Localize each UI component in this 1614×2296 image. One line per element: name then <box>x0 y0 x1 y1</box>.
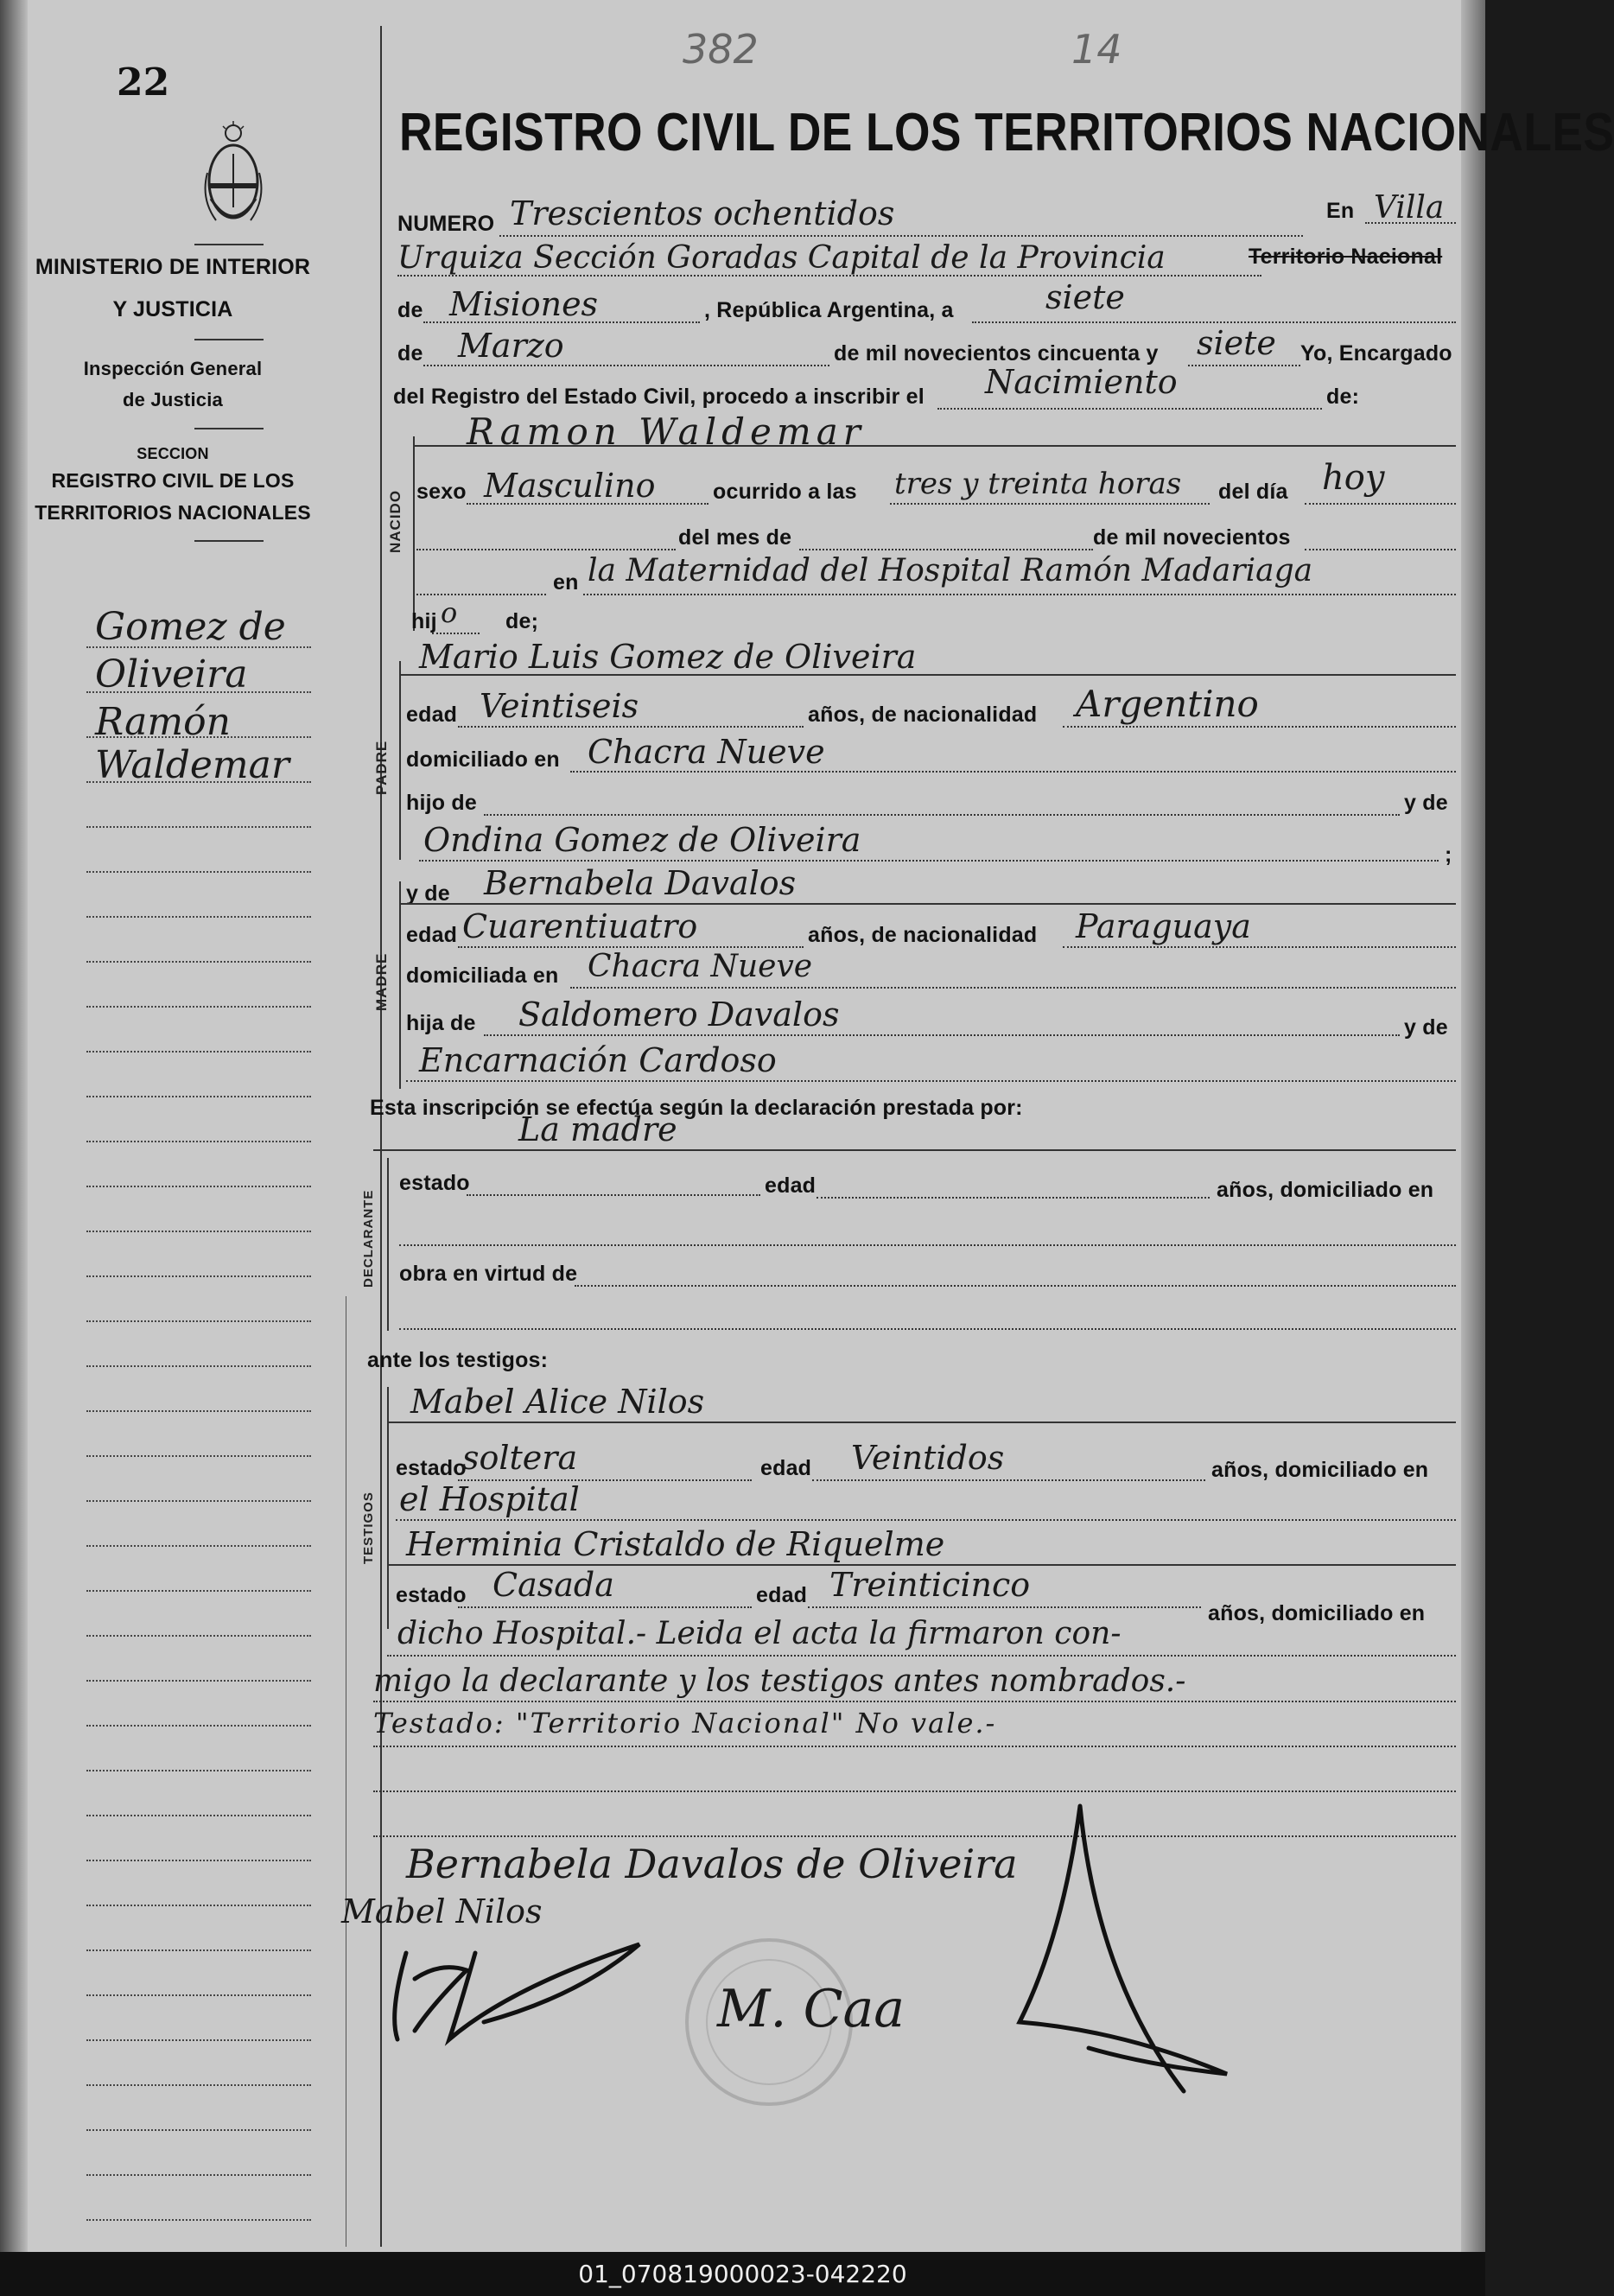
pencil-number: 382 <box>683 26 759 73</box>
padre-domicilio-line <box>570 771 1456 773</box>
margin-name-line1: Gomez de <box>95 605 286 649</box>
padre-mother-value: Ondina Gomez de Oliveira <box>423 821 861 859</box>
madre-edad-line <box>458 946 804 948</box>
numero-label: NUMERO <box>397 212 495 236</box>
margin-rule <box>86 736 311 738</box>
signature-testigo1: Mabel Nilos <box>341 1892 543 1930</box>
republica-label: , República Argentina, a <box>704 298 954 322</box>
margin-rule <box>86 1275 311 1277</box>
margin-name-line2: Oliveira <box>95 652 248 696</box>
padre-y-de-label: y de <box>1404 791 1448 815</box>
padre-edad-value: Veintiseis <box>480 687 639 725</box>
act-line <box>937 408 1322 410</box>
mes-line-pre <box>416 549 676 550</box>
year2-line <box>1305 549 1456 550</box>
padre-section-label: PADRE <box>373 740 390 795</box>
padre-domicilio-value: Chacra Nueve <box>588 733 825 771</box>
madre-nacionalidad-line <box>1063 946 1456 948</box>
declarante-bracket <box>387 1158 389 1331</box>
padre-nacionalidad-value: Argentino <box>1076 683 1259 725</box>
testigo2-name: Herminia Cristaldo de Riquelme <box>406 1525 945 1563</box>
de-label: de <box>397 298 423 322</box>
madre-mother-line <box>406 1080 1456 1082</box>
inspeccion-line1: Inspección General <box>83 358 263 379</box>
territorio-label: Territorio Nacional <box>1249 245 1443 269</box>
testigo1-name-line <box>387 1421 1456 1423</box>
testigo1-domicilio-line <box>396 1519 1456 1521</box>
margin-rule <box>86 1905 311 1906</box>
margin-rule <box>86 1815 311 1816</box>
closing-line1 <box>387 1655 1456 1657</box>
padre-edad-line <box>458 726 804 728</box>
signature-testigo2-icon <box>380 1927 674 2061</box>
year-value: siete <box>1197 324 1276 362</box>
margin-rule <box>86 1186 311 1187</box>
hijo-de-label: hijo de <box>406 791 477 815</box>
testigo2-estado-line <box>458 1606 752 1608</box>
nacido-de-label: de; <box>505 609 539 633</box>
declarante-edad-label: edad <box>765 1173 817 1198</box>
divider <box>194 339 264 340</box>
margin-rule <box>86 2084 311 2086</box>
document-title: REGISTRO CIVIL DE LOS TERRITORIOS NACIONALES <box>399 103 1614 162</box>
testigo2-edad-label: edad <box>756 1583 808 1607</box>
margin-rule <box>86 1725 311 1727</box>
margin-rule <box>86 1410 311 1412</box>
testigo2-domicilio-label: años, domiciliado en <box>1208 1601 1426 1625</box>
location-value: Urquiza Sección Goradas Capital de la Provincia <box>397 240 1166 276</box>
madre-name-value: Bernabela Davalos <box>484 864 797 902</box>
closing-line2-rule <box>373 1701 1456 1702</box>
month-line <box>423 365 829 366</box>
declarante-domicilio-line <box>399 1244 1456 1246</box>
nacido-section-label: NACIDO <box>387 489 404 553</box>
margin-rule <box>86 1545 311 1547</box>
day-line <box>972 321 1456 323</box>
padre-mother-line <box>419 860 1439 862</box>
margin-rule <box>86 1680 311 1682</box>
act-value: Nacimiento <box>985 363 1178 401</box>
testigos-section-label: TESTIGOS <box>361 1491 376 1564</box>
hour-line <box>890 503 1210 505</box>
location-line <box>397 275 1261 277</box>
declarante-domicilio-label: años, domiciliado en <box>1217 1178 1434 1202</box>
testigo2-domicilio: dicho Hospital.- Leida el acta la firmaron con- <box>397 1616 1122 1651</box>
madre-nacionalidad-value: Paraguaya <box>1076 907 1251 945</box>
margin-name-line3: Ramón <box>95 700 231 744</box>
padre-domicilio-label: domiciliado en <box>406 747 560 772</box>
margin-rule <box>86 1635 311 1637</box>
padre-name-line <box>399 674 1456 676</box>
hija-de-label: hija de <box>406 1011 476 1035</box>
nacido-en-label: en <box>553 570 579 595</box>
margin-rule <box>86 826 311 828</box>
margin-rule <box>86 1770 311 1771</box>
nacido-name-line <box>413 445 1456 447</box>
testigo1-domicilio-label: años, domiciliado en <box>1211 1458 1429 1482</box>
margin-rule <box>86 1320 311 1322</box>
margin-rule <box>86 1096 311 1097</box>
signature-official: M. Caa <box>717 1979 905 2039</box>
margin-rule <box>86 1860 311 1861</box>
declarante-line <box>373 1149 1456 1151</box>
margin-rule <box>86 1949 311 1951</box>
margin-rule <box>86 961 311 963</box>
margin-name-line4: Waldemar <box>95 743 289 787</box>
sexo-label: sexo <box>416 480 467 504</box>
divider <box>194 244 264 245</box>
registro-line2: TERRITORIOS NACIONALES <box>35 501 311 524</box>
place-value: la Maternidad del Hospital Ramón Madariaga <box>588 553 1313 588</box>
image-id-bar: 01_070819000023-042220 <box>0 2252 1485 2296</box>
testigo2-edad: Treinticinco <box>829 1566 1031 1604</box>
de2-label: de <box>397 341 423 366</box>
madre-bracket <box>399 881 401 1089</box>
margin-rule <box>86 1500 311 1502</box>
pencil-folio: 14 <box>1071 26 1122 73</box>
testigo1-edad: Veintidos <box>851 1439 1005 1477</box>
padre-nacionalidad-line <box>1063 726 1456 728</box>
madre-domicilio-label: domiciliada en <box>406 964 559 988</box>
de3-label: de: <box>1326 385 1360 409</box>
day-value: siete <box>1045 278 1125 316</box>
margin-rule <box>86 1006 311 1008</box>
madre-mother-value: Encarnación Cardoso <box>419 1041 777 1079</box>
en-line-pre <box>416 594 546 595</box>
numero-value: Trescientos ochentidos <box>510 194 895 232</box>
hijo-value: o <box>441 596 458 629</box>
mil2-label: de mil novecientos <box>1093 525 1291 550</box>
padre-edad-label: edad <box>406 703 458 727</box>
blank-line2 <box>373 1835 1456 1837</box>
padre-name-value: Mario Luis Gomez de Oliveira <box>419 638 917 676</box>
hijo-label: hij <box>411 609 437 633</box>
blank-line1 <box>373 1790 1456 1792</box>
en-label: En <box>1326 199 1355 223</box>
declarante-section-label: DECLARANTE <box>361 1189 376 1288</box>
testigo1-domicilio: el Hospital <box>399 1480 580 1518</box>
margin-rule <box>86 1590 311 1592</box>
divider <box>194 540 264 542</box>
testigo1-name: Mabel Alice Nilos <box>410 1383 705 1421</box>
ministry-line2: Y JUSTICIA <box>112 297 233 321</box>
month-value: Marzo <box>458 327 564 365</box>
closing-line2: migo la declarante y los testigos antes nombrados.- <box>373 1663 1186 1699</box>
margin-rule <box>86 916 311 918</box>
margin-rule <box>86 1365 311 1367</box>
testigo2-estado-label: estado <box>396 1583 467 1607</box>
closing-line3: Testado: "Territorio Nacional" No vale.- <box>373 1707 997 1739</box>
margin-rule <box>86 2129 311 2131</box>
margin-rule <box>86 1141 311 1142</box>
seccion-label: SECCION <box>137 445 209 462</box>
margin-rule <box>86 2219 311 2221</box>
registro-label: del Registro del Estado Civil, procedo a inscribir el <box>393 385 925 409</box>
dia-value: hoy <box>1322 458 1385 498</box>
mil-label: de mil novecientos cincuenta y <box>834 341 1159 366</box>
margin-rule <box>86 1231 311 1232</box>
madre-y-de2-label: y de <box>1404 1015 1448 1040</box>
margin-rule <box>86 2174 311 2176</box>
declaracion-intro: Esta inscripción se efectúa según la declaración prestada por: <box>370 1096 1023 1120</box>
hijo-de-line <box>484 814 1400 816</box>
closing-line3-rule <box>373 1746 1456 1747</box>
dia-line <box>1305 503 1456 505</box>
sexo-value: Masculino <box>484 467 656 505</box>
margin-rule <box>86 646 311 648</box>
binding-edge <box>0 0 28 2252</box>
madre-y-de-label: y de <box>406 881 450 906</box>
margin-rule <box>86 1455 311 1457</box>
mes-line <box>799 549 1093 550</box>
signature-declarante: Bernabela Davalos de Oliveira <box>406 1841 1018 1887</box>
signature-flourish-icon <box>1020 1806 1279 2156</box>
del-mes-label: del mes de <box>678 525 792 550</box>
madre-nacionalidad-label: años, de nacionalidad <box>808 923 1038 947</box>
declarante-estado-label: estado <box>399 1171 470 1195</box>
obra-line <box>575 1285 1456 1287</box>
madre-name-line <box>399 903 1456 905</box>
padre-bracket <box>399 661 401 860</box>
madre-section-label: MADRE <box>373 952 390 1011</box>
testigo1-edad-label: edad <box>760 1456 812 1480</box>
madre-edad-label: edad <box>406 923 458 947</box>
testigo2-edad-line <box>808 1606 1201 1608</box>
ministry-line1: MINISTERIO DE INTERIOR <box>35 255 311 279</box>
nacido-bracket <box>413 436 415 631</box>
testigos-bracket <box>387 1387 389 1629</box>
margin-rule <box>86 691 311 693</box>
registro-line1: REGISTRO CIVIL DE LOS <box>51 469 295 492</box>
yo-label: Yo, Encargado <box>1300 341 1452 366</box>
padre-nacionalidad-label: años, de nacionalidad <box>808 703 1038 727</box>
testigo1-estado-label: estado <box>396 1456 467 1480</box>
madre-domicilio-line <box>570 987 1456 989</box>
obra-line2 <box>399 1328 1456 1330</box>
place-line <box>583 594 1456 595</box>
hijo-line <box>432 633 480 634</box>
coat-of-arms-icon <box>199 121 268 238</box>
margin-rule <box>86 1994 311 1996</box>
page-edge <box>1461 0 1485 2252</box>
testigo2-estado: Casada <box>492 1566 614 1604</box>
declarante-estado-line <box>467 1194 760 1196</box>
madre-domicilio-value: Chacra Nueve <box>588 949 813 984</box>
padre-semicolon: ; <box>1445 843 1452 867</box>
madre-father-value: Saldomero Davalos <box>518 995 840 1034</box>
divider <box>194 428 264 429</box>
madre-edad-value: Cuarentiuatro <box>462 907 698 945</box>
hour-value: tres y treinta horas <box>894 467 1182 501</box>
declarante-edad-line <box>817 1197 1210 1199</box>
obra-label: obra en virtud de <box>399 1262 578 1286</box>
testigos-intro: ante los testigos: <box>367 1348 549 1372</box>
inspeccion-line2: de Justicia <box>123 389 223 410</box>
province-value: Misiones <box>449 285 599 323</box>
margin-rule <box>86 871 311 873</box>
hija-de-line <box>484 1034 1400 1036</box>
margin-rule <box>86 1051 311 1053</box>
numero-line <box>499 235 1303 237</box>
nacido-name-value: Ramon Waldemar <box>467 410 866 453</box>
year-line <box>1188 365 1300 366</box>
margin-rule <box>86 781 311 783</box>
page-number: 22 <box>117 60 170 105</box>
ocurrido-label: ocurrido a las <box>713 480 857 504</box>
declarante-value: La madre <box>518 1110 677 1148</box>
testigo1-estado: soltera <box>462 1439 578 1477</box>
margin-rule <box>86 2039 311 2041</box>
testigo1-edad-line <box>812 1479 1205 1481</box>
del-dia-label: del día <box>1218 480 1288 504</box>
en-value: Villa <box>1374 190 1445 226</box>
